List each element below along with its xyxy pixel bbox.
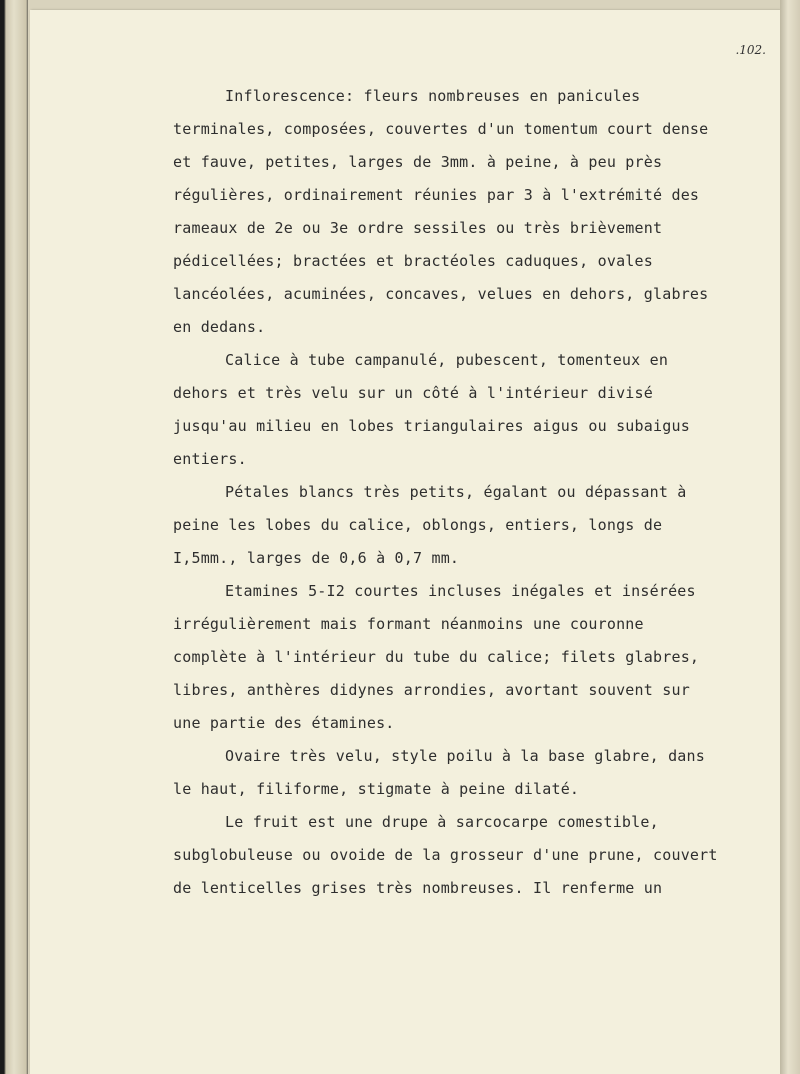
paragraph-inflorescence: Inflorescence: fleurs nombreuses en panicules terminales, composées, couvertes d'un tomentum court dense et fauve, petites, larges de 3mm. à peine, à peu près régulières, ordinairement réunies par 3 à l'extrémité des rameaux de 2e ou 3e ordre sessiles ou très brièvement pédicellées; bractées et bractéoles caduques, ovales lancéolées, acuminées, concaves, velues en dehors, glabres en dedans. bbox=[173, 87, 709, 336]
typed-text-body bbox=[173, 80, 718, 905]
page-number: .102. bbox=[735, 43, 766, 57]
book-binding bbox=[0, 0, 28, 1074]
page-edge bbox=[780, 0, 800, 1074]
paragraph-ovaire: Ovaire très velu, style poilu à la base glabre, dans le haut, filiforme, stigmate à peine dilaté. bbox=[173, 747, 705, 798]
paragraph-etamines: Etamines 5-I2 courtes incluses inégales et insérées irrégulièrement mais formant néanmoins une couronne complète à l'intérieur du tube du calice; filets glabres, libres, anthères didynes arrondies, avortant souvent sur une partie des étamines. bbox=[173, 582, 700, 732]
paragraph-petales: Pétales blancs très petits, égalant ou dépassant à peine les lobes du calice, oblongs, entiers, longs de I,5mm., larges de 0,6 à 0,7 mm. bbox=[173, 483, 687, 567]
paragraph-calice: Calice à tube campanulé, pubescent, tomenteux en dehors et très velu sur un côté à l'intérieur divisé jusqu'au milieu en lobes triangulaires aigus ou subaigus entiers. bbox=[173, 351, 690, 468]
paragraph-fruit: Le fruit est une drupe à sarcocarpe comestible, subglobuleuse ou ovoide de la grosseur d'une prune, couvert de lenticelles grises très nombreuses. Il renferme un bbox=[173, 813, 718, 897]
